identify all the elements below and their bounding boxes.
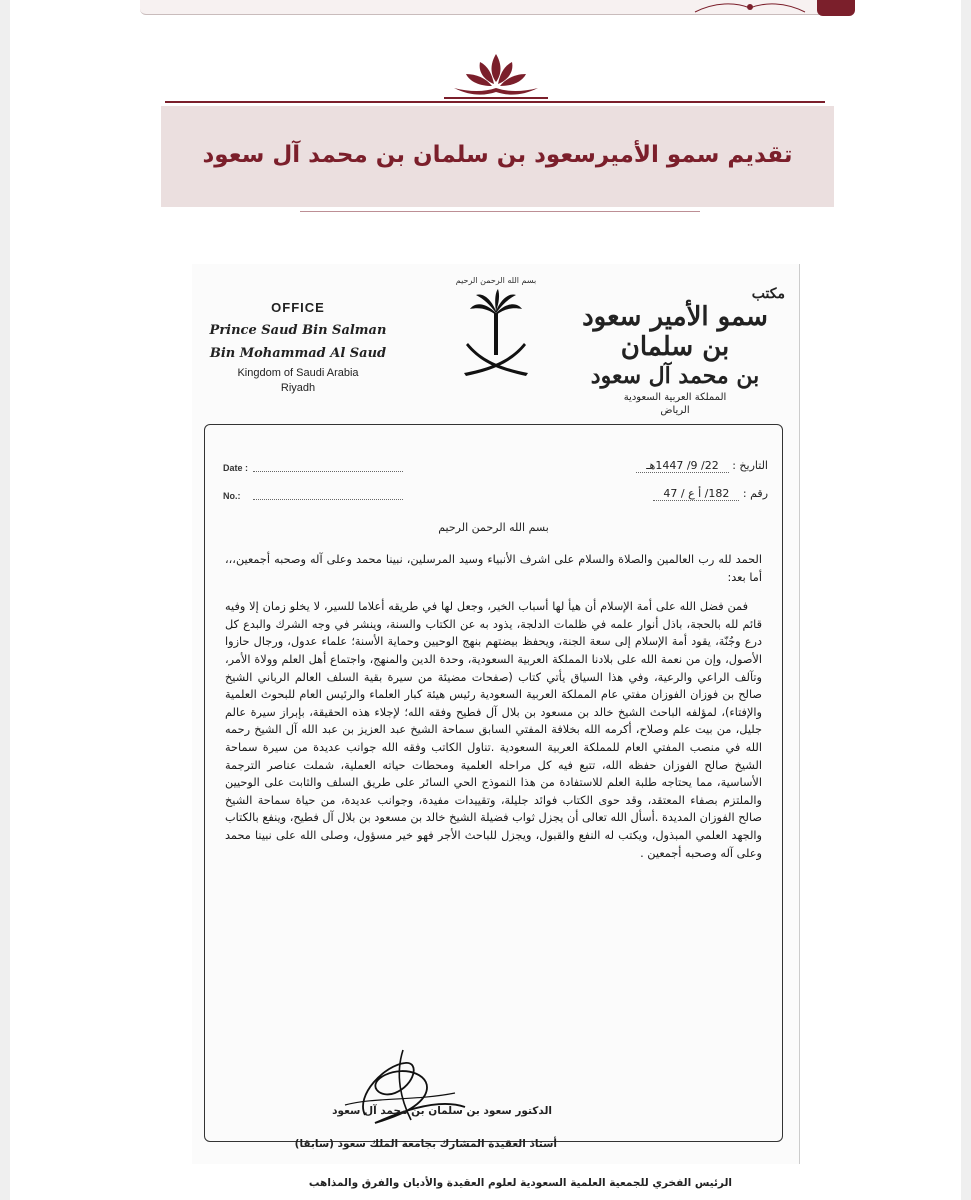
no-label-ar: رقم : [742, 487, 768, 500]
title-box [161, 106, 834, 207]
date-value: 22/ 9/ 1447هـ [636, 459, 728, 473]
letterhead-ar-country: المملكة العربية السعودية [623, 392, 727, 403]
page [10, 0, 961, 1200]
letter-scan [192, 264, 800, 1189]
letterhead-country: Kingdom of Saudi Arabia [237, 367, 359, 379]
letterhead-ar-name1: سمو الأمير سعود بن سلمان [582, 302, 768, 362]
letterhead-ar-name2: بن محمد آل سعود [590, 363, 760, 389]
floral-ornament-icon [440, 52, 552, 104]
header-bar [140, 0, 855, 15]
no-field-ar [568, 487, 768, 500]
signatory-name: الدكتور سعود بن سلمان بن محمد آل سعود [332, 1105, 552, 1117]
letter-basmala: بسم الله الرحمن الرحيم [438, 521, 549, 534]
signature-icon [325, 1045, 475, 1130]
letter-body [225, 551, 762, 874]
letter-paragraph-1: الحمد لله رب العالمين والصلاة والسلام على اشرف الأنبياء وسيد المرسلين، نبينا محمد وعلى آله وصحبه أجمعين،،، أما بعد: [225, 553, 762, 584]
letterhead-office: OFFICE [271, 300, 325, 315]
date-field-ar [568, 459, 768, 472]
letterhead-name-line2: Bin Mohammad Al Saud [209, 346, 387, 361]
no-value: 182/ أ ع / 47 [653, 487, 739, 501]
saudi-emblem-icon [454, 285, 538, 380]
header-badge [817, 0, 855, 16]
date-label-en: Date : [223, 463, 249, 473]
signatory-footer: الرئيس الفخري للجمعية العلمية السعودية لعلوم العقيدة والأديان والفرق والمذاهب [308, 1177, 732, 1189]
letter-frame [204, 424, 783, 1189]
letterhead-english [208, 300, 388, 394]
no-label-en: No.: [223, 491, 241, 501]
floral-ornament-icon [685, 0, 815, 14]
date-line-en [253, 471, 403, 472]
signatory-title: أستاذ العقيدة المشارك بجامعة الملك سعود (سابقا) [294, 1138, 557, 1150]
date-label-ar: التاريخ : [732, 459, 768, 472]
emblem [454, 276, 538, 386]
title-divider-bottom [300, 211, 700, 212]
no-line-en [253, 499, 403, 500]
letterhead-ar-city: الرياض [660, 405, 690, 416]
letterhead-city: Riyadh [280, 382, 316, 394]
letter-paragraph-2: فمن فضل الله على أمة الإسلام أن هيأ لها أسباب الخير، وجعل لها في طريقه أعلاما للسير، لا يخلو زمان إلا وفيه قائم لله بالحجة، باذل أنوار علمه في ظلمات الدلجة، يذود به عن الكتاب والسنة، وينشر في وجه الشرك والبدع كل درع وجُنّة، يقود أمة الإسلام إلى سعة الجنة، ويحفظ بيضتهم بنهج الوحيين وحماية الأسنة؛ علماء عدول، ورجال حازوا الأصول، وإن من نعمة الله على بلادنا المملكة العربية السعودية، وحدة الدين والمنهج، واجتماع أهل العلم وولاة الأمر، وتآلف الراعي والرعية، وفي هذا السياق يأتي كتاب (صفحات مضيئة من سيرة بقية السلف العالم الرباني الشيخ صالح بن فوزان الفوزان مفتي عام المملكة العربية السعودية رئيس هيئة كبار العلماء والرئيس العام للبحوث العلمية والإفتاء)، لمؤلفه الباحث الشيخ خالد بن مسعود بن بلال آل فطيح وفقه الله؛ لإجلاء هذه الحقيقة، بإبراز سيرة عالم جليل، من بيت علم وصلاح، أكرمه الله بخلافة المفتي السابق سماحة الشيخ عبد العزيز بن عبد الله آل الشيخ رحمه الله في منصب المفتي العام للمملكة العربية السعودية .تناول الكاتب وفقه الله جوانب عديدة من سيرة سماحة الشيخ صالح الفوزان حفظه الله، تتبع فيه كل مراحله العلمية ومحطات حياته العملية، شملت عناصر الترجمة الأساسية، مما يحتاجه طلبة العلم للاستفادة من هذا النموذج الحي السائر على طريق السلف والثابت على الوحيين والملتزم بصفاء المعتقد، وقد حوى الكتاب فوائد جليلة، وتقييدات مفيدة، وجوانب عديدة، من حياة سماحة الشيخ صالح الفوزان المديدة .أسأل الله تعالى أن يجزل ثواب فضيلة الشيخ خالد بن مسعود بن بلال آل فطيح، وينفع بالكتاب والجهد العلمي المبذول، ويكتب له النفع والقبول، ويجزل للباحث الأجر فهو خير مسؤول، وصلى الله على نبينا محمد وعلى آله وصحبه أجمعين . [225, 600, 762, 860]
page-title: تقديم سمو الأميرسعود بن سلمان بن محمد آل سعود [202, 142, 793, 168]
letterhead-arabic [565, 286, 785, 416]
letterhead-name-line1: Prince Saud Bin Salman [209, 323, 387, 338]
emblem-basmala: بسم الله الرحمن الرحيم [455, 276, 537, 285]
title-divider [165, 101, 825, 103]
letterhead-ar-office: مكتب [751, 286, 785, 302]
